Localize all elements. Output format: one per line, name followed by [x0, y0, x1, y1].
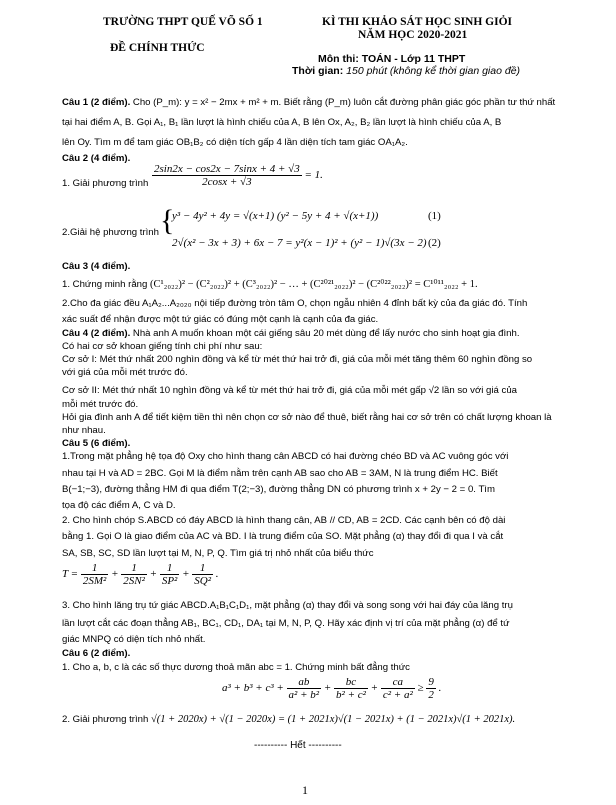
q4-line3: Cơ sở I: Mét thứ nhất 200 nghìn đồng và kể từ mét thứ hai trở đi, giá của mỗi mét tăng thêm 60 nghìn đồng so: [62, 354, 533, 365]
q1-line3: lên Oy. Tìm m để tam giác OB₁B₂ có diện tích gấp 4 lần diện tích tam giác OA₁A₂.: [62, 137, 408, 148]
q4-label: Câu 4 (2 điểm).: [62, 328, 131, 339]
q4-line8: như nhau.: [62, 425, 106, 436]
page-number: 1: [302, 783, 308, 797]
q5-line3: B(−1;−3), đường thẳng HM đi qua điểm T(2;−3), đường thẳng DN có phương trình x + 2y − 2 = 0. Tìm: [62, 484, 495, 495]
q3-p1-formula: (C¹₂₀₂₂)² − (C²₂₀₂₂)² + (C³₂₀₂₂)² − … + (C²⁰²¹₂₀₂₂)² − (C²⁰²²₂₀₂₂)² = C¹⁰¹¹₂₀₂₂ + 1.: [150, 279, 478, 290]
q2-p1-equation: [152, 163, 323, 188]
end-marker: ---------- Hết ----------: [254, 740, 342, 751]
t-frac-sn: $\frac{1}{\text{2SN²}}$: [123, 562, 145, 587]
system-eq2: 2√(x² − 3x + 3) + 6x − 7 = y²(x − 1)² + (y² − 1)√(3x − 2): [172, 237, 427, 249]
q5-line2: nhau tại H và AD = 2BC. Gọi M là điểm nằm trên cạnh AB sao cho AB = 3AM, N là trung điểm HC. Biết: [62, 468, 498, 479]
q2-p1-fraction: [152, 163, 302, 188]
system-eq1-number: (1): [428, 210, 441, 222]
q6-line1: 1. Cho a, b, c là các số thực dương thoả mãn abc = 1. Chứng minh bất đẳng thức: [62, 662, 410, 673]
school-year: NĂM HỌC 2020-2021: [358, 29, 468, 41]
q6-inequality: a³ + b³ + c³ + $\frac{ab}{\text{a² + b²}}$ + $\frac{bc}{\text{b² + c²}}$ + $\frac{ca}{\text{c² + a²}}$ ≥ $\frac{9}{2}$ .: [222, 676, 442, 701]
subject: Môn thi: TOÁN - Lớp 11 THPT: [318, 53, 466, 65]
q4-line1: [62, 327, 520, 340]
school-name: TRƯỜNG THPT QUẾ VÕ SỐ 1: [103, 16, 263, 28]
ineq-start: a³ + b³ + c³ +: [222, 682, 284, 695]
exam-title: KÌ THI KHẢO SÁT HỌC SINH GIỎI: [322, 16, 513, 28]
q5-label: Câu 5 (6 điểm).: [62, 438, 131, 449]
t-frac-sm: $\frac{1}{\text{2SM²}}$: [82, 562, 107, 587]
q2-p1-rhs: = 1.: [304, 169, 323, 182]
t-frac-sp: $\frac{1}{\text{SP²}}$: [161, 562, 178, 587]
time-line: [292, 65, 520, 77]
ineq-frac-bc: $\frac{bc}{\text{b² + c²}}$: [336, 676, 366, 701]
official-label: ĐỀ CHÍNH THỨC: [110, 42, 205, 54]
system-eq2-number: (2): [428, 237, 441, 249]
q1-text1: Cho (P_m): y = x² − 2mx + m² + m. Biết rằng (P_m) luôn cắt đường phân giác góc phần tư thứ nhất: [132, 97, 556, 108]
q1-label: Câu 1 (2 điểm).: [62, 97, 131, 108]
q3-p1-line: [62, 278, 478, 291]
q3-p2-line1: 2.Cho đa giác đều A₁A₂...A₂₀₂₀ nội tiếp đường tròn tâm O, chọn ngẫu nhiên 4 đỉnh bất kỳ của đa giác đó. Tính: [62, 298, 528, 309]
q4-line2: Có hai cơ sở khoan giếng tính chi phí như sau:: [62, 341, 263, 352]
q4-line4: với giá của mỗi mét trước đó.: [62, 367, 188, 378]
q2-p1-text: 1. Giải phương trình: [62, 178, 149, 189]
q6-p2-formula: √(1 + 2020x) + √(1 − 2020x) = (1 + 2021x)√(1 − 2021x) + (1 − 2021x)√(1 + 2021x).: [150, 714, 516, 725]
q4-text1: Nhà anh A muốn khoan một cái giếng sâu 20 mét dùng để lấy nước cho sinh hoạt gia đình.: [132, 328, 520, 339]
q4-line5: Cơ sở II: Mét thứ nhất 10 nghìn đồng và kể từ mét thứ hai trở đi, giá của mỗi mét gấp √2 lần so với giá của: [62, 385, 517, 396]
q6-p2-text: 2. Giải phương trình: [62, 714, 149, 725]
q5-line10: giác MNPQ có diện tích nhỏ nhất.: [62, 634, 206, 645]
q2-p2-text: 2.Giải hệ phương trình: [62, 227, 159, 238]
t-expression: T = $\frac{1}{\text{2SM²}}$ + $\frac{1}{\text{2SN²}}$ + $\frac{1}{\text{SP²}}$ + $\frac{1}{\text{SQ²}}$ .: [62, 562, 219, 587]
q5-line4: tọa độ các điểm A, C và D.: [62, 500, 176, 511]
q3-p1-text: 1. Chứng minh rằng: [62, 279, 148, 290]
ineq-frac-ab: $\frac{ab}{\text{a² + b²}}$: [288, 676, 320, 701]
time-label: Thời gian:: [292, 65, 344, 77]
q5-line9: lần lượt cắt các đoạn thẳng AB₁, BC₁, CD₁, DA₁ tại M, N, P, Q. Hãy xác định vị trí của mặt phẳng (α) để tứ: [62, 618, 510, 629]
q2-p1-denominator: 2cosx + √3: [202, 176, 252, 188]
q4-line6: mỗi mét trước đó.: [62, 399, 139, 410]
q2-label: Câu 2 (4 điểm).: [62, 153, 131, 164]
t-frac-sq: $\frac{1}{\text{SQ²}}$: [194, 562, 212, 587]
q5-line1: 1.Trong mặt phẳng hệ tọa độ Oxy cho hình thang cân ABCD có hai đường chéo BD và AC vuông góc với: [62, 451, 509, 462]
q5-line5: 2. Cho hình chóp S.ABCD có đáy ABCD là hình thang cân, AB // CD, AB = 2CD. Các cạnh bên có độ dài: [62, 515, 506, 526]
time-value: 150 phút (không kể thời gian giao đề): [346, 65, 521, 77]
q3-p2-line2: xác suất để nhận được một tứ giác có đúng một cạnh là cạnh của đa giác.: [62, 314, 379, 325]
q4-line7: Hỏi gia đình anh A để tiết kiệm tiền thì nên chọn cơ sở nào để thuê, biết rằng hai cơ sở trên có chất lượng khoan là: [62, 412, 552, 423]
q1-line2: tại hai điểm A, B. Gọi A₁, B₁ lần lượt là hình chiếu của A, B lên Ox, A₂, B₂ lần lượt là hình chiếu của A, B: [62, 117, 502, 128]
q1-line1: [62, 96, 555, 109]
ineq-frac-result: $\frac{9}{2}$: [428, 676, 434, 701]
t-lhs: T =: [62, 568, 79, 581]
q6-label: Câu 6 (2 điểm).: [62, 648, 131, 659]
q5-line7: SA, SB, SC, SD lần lượt tại M, N, P, Q. Tìm giá trị nhỏ nhất của biểu thức: [62, 548, 374, 559]
system-brace: {: [160, 204, 175, 237]
ineq-frac-ca: $\frac{ca}{\text{c² + a²}}$: [382, 676, 413, 701]
q2-p1-numerator: 2sin2x − cos2x − 7sinx + 4 + √3: [154, 163, 300, 175]
system-eq1: y³ − 4y² + 4y = √(x+1) (y² − 5y + 4 + √(x+1)): [172, 210, 379, 222]
q5-line6: bằng 1. Gọi O là giao điểm của AC và BD. I là trung điểm của SO. Mặt phẳng (α) thay đổi đi qua I và cắt: [62, 531, 504, 542]
q6-line2: [62, 713, 515, 726]
q3-label: Câu 3 (4 điểm).: [62, 261, 131, 272]
q5-line8: 3. Cho hình lăng trụ tứ giác ABCD.A₁B₁C₁D₁, mặt phẳng (α) thay đổi và song song với hai đáy của lăng trụ: [62, 600, 513, 611]
